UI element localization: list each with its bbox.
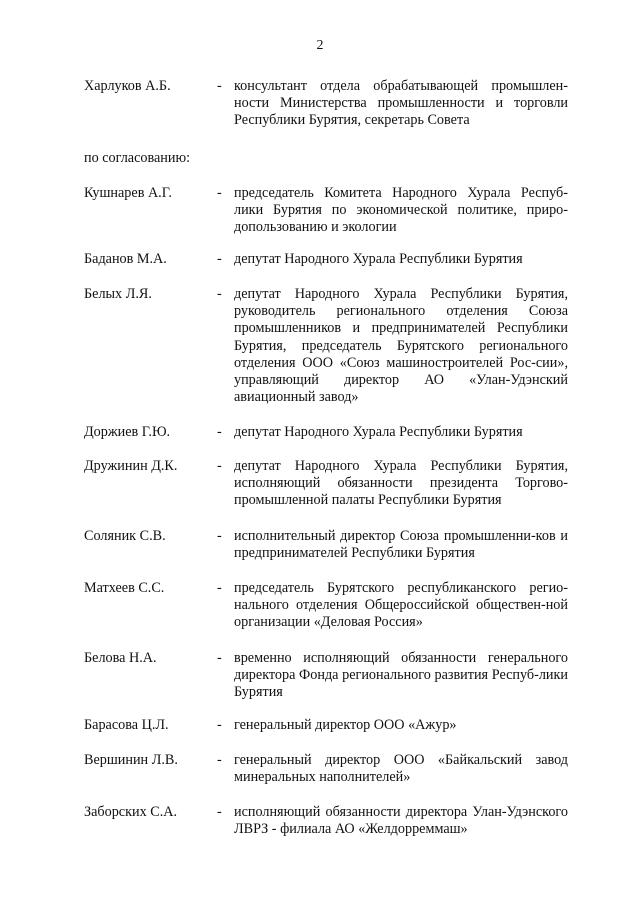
member-name: Баданов М.А.	[84, 251, 167, 267]
member-name: Соляник С.В.	[84, 528, 166, 544]
member-position: временно исполняющий обязанности генерального директора Фонда регионального развития Респуб-лики Бурятия	[234, 650, 568, 701]
member-name: Харлуков А.Б.	[84, 78, 171, 94]
member-position: председатель Бурятского республиканского регио-нального отделения Общероссийской обществен-ной организации «Деловая Россия»	[234, 580, 568, 631]
page-number: 2	[316, 38, 324, 53]
member-position: консультант отдела обрабатывающей промышлен-ности Министерства промышленности и торговли Республики Бурятия, секретарь Совета	[234, 78, 568, 129]
member-position: депутат Народного Хурала Республики Бурятия, руководитель регионального отделения Союза промышленников и предпринимателей Республики Бурятия, председатель Бурятского регионального отделения ООО «Союз машиностроителей Рос-сии», управляющий директор АО «Улан-Удэнский авиационный завод»	[234, 286, 568, 406]
separator-dash: -	[217, 424, 222, 440]
member-name: Вершинин Л.В.	[84, 752, 178, 768]
section-label: по согласованию:	[84, 150, 191, 166]
member-position: депутат Народного Хурала Республики Бурятия	[234, 251, 523, 267]
separator-dash: -	[217, 580, 222, 596]
member-name: Заборских С.А.	[84, 804, 178, 820]
member-position: генеральный директор ООО «Байкальский завод минеральных наполнителей»	[234, 752, 568, 786]
separator-dash: -	[217, 650, 222, 666]
separator-dash: -	[217, 251, 222, 267]
separator-dash: -	[217, 804, 222, 820]
separator-dash: -	[217, 458, 222, 474]
member-position: депутат Народного Хурала Республики Бурятия	[234, 424, 523, 440]
separator-dash: -	[217, 752, 222, 768]
member-name: Дружинин Д.К.	[84, 458, 178, 474]
member-name: Белова Н.А.	[84, 650, 157, 666]
separator-dash: -	[217, 185, 222, 201]
separator-dash: -	[217, 717, 222, 733]
member-name: Белых Л.Я.	[84, 286, 152, 302]
separator-dash: -	[217, 286, 222, 302]
member-name: Матхеев С.С.	[84, 580, 165, 596]
separator-dash: -	[217, 78, 222, 94]
member-position: депутат Народного Хурала Республики Бурятия, исполняющий обязанности президента Торгово-промышленной палаты Республики Бурятия	[234, 458, 568, 509]
member-name: Барасова Ц.Л.	[84, 717, 169, 733]
member-position: председатель Комитета Народного Хурала Респуб-лики Бурятия по экономической политике, приро-допользованию и экологии	[234, 185, 568, 236]
member-position: исполняющий обязанности директора Улан-Удэнского ЛВРЗ - филиала АО «Желдорреммаш»	[234, 804, 568, 838]
member-name: Кушнарев А.Г.	[84, 185, 172, 201]
separator-dash: -	[217, 528, 222, 544]
member-position: исполнительный директор Союза промышленни-ков и предпринимателей Республики Бурятия	[234, 528, 568, 562]
member-name: Доржиев Г.Ю.	[84, 424, 171, 440]
member-position: генеральный директор ООО «Ажур»	[234, 717, 457, 733]
